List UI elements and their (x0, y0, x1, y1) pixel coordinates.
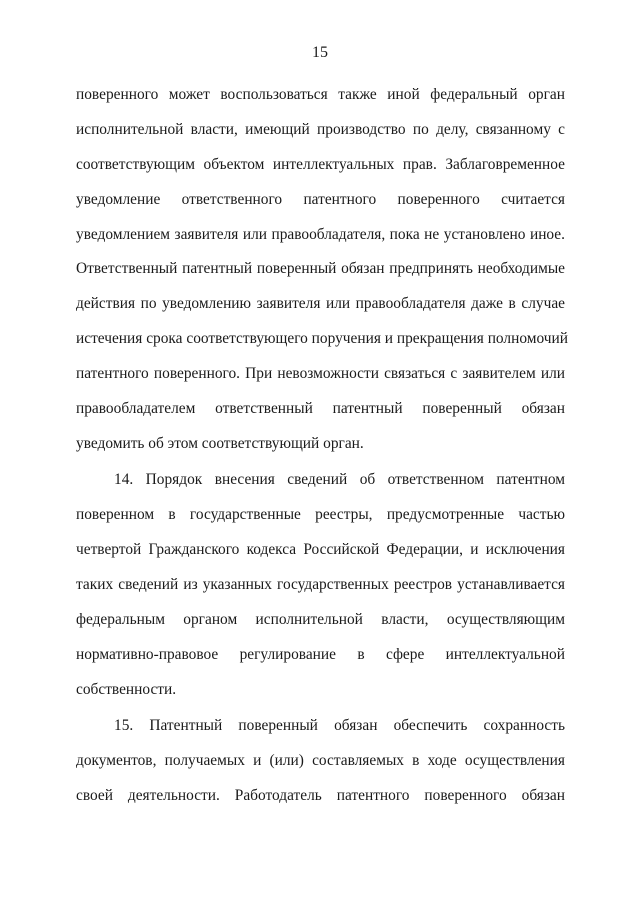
text-line: уведомить об этом соответствующий орган. (76, 434, 364, 452)
text-line: патентного поверенного. При невозможности связаться с заявителем или (76, 365, 565, 383)
text-line: поверенного может воспользоваться также иной федеральный орган (76, 86, 565, 103)
text-line: уведомление ответственного патентного поверенного считается (76, 190, 565, 208)
text-line: федеральным органом исполнительной власти, осуществляющим (76, 610, 565, 628)
text-line: уведомлением заявителя или правообладателя, пока не установлено иное. (76, 225, 565, 243)
text-line: исполнительной власти, имеющий производство по делу, связанному с (76, 120, 565, 138)
paragraph-15 (76, 709, 565, 814)
text-line: действия по уведомлению заявителя или правообладателя даже в случае (76, 295, 565, 313)
body-text (76, 78, 568, 814)
text-line: 15. Патентный поверенный обязан обеспечить сохранность (114, 717, 565, 735)
text-line: правообладателем ответственный патентный поверенный обязан (76, 400, 565, 418)
text-line: поверенном в государственные реестры, предусмотренные частью (76, 506, 565, 524)
text-line: собственности. (76, 680, 177, 698)
text-line: нормативно-правовое регулирование в сфере интеллектуальной (76, 645, 565, 663)
text-line: таких сведений из указанных государственных реестров устанавливается (76, 575, 565, 593)
text-line: документов, получаемых и (или) составляемых в ходе осуществления (76, 751, 565, 769)
text-line: соответствующим объектом интеллектуальных прав. Заблаговременное (76, 155, 565, 173)
text-line: истечения срока соответствующего поручения и прекращения полномочий (76, 330, 568, 348)
text-line: Ответственный патентный поверенный обязан предпринять необходимые (76, 260, 565, 278)
paragraph-14 (76, 463, 565, 707)
page-number: 15 (312, 44, 328, 61)
text-line: 14. Порядок внесения сведений об ответственном патентном (114, 471, 565, 489)
text-line: своей деятельности. Работодатель патентного поверенного обязан (76, 786, 565, 804)
paragraph-continuation (76, 78, 568, 462)
text-line: четвертой Гражданского кодекса Российской Федерации, и исключения (76, 541, 565, 559)
